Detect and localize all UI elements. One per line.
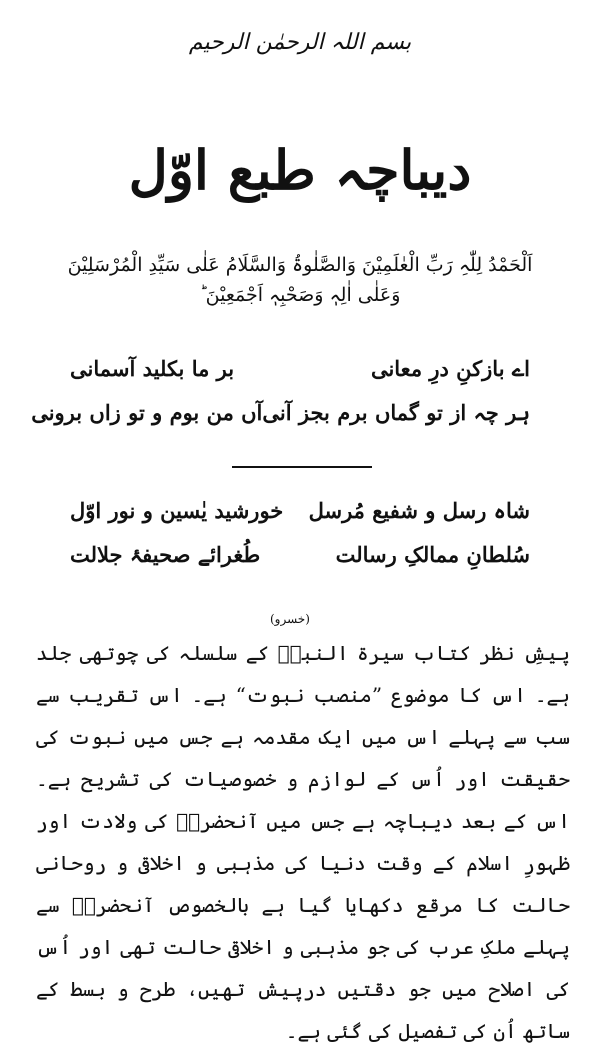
verse-right-hemistich: ہر چہ از تو گماں برم بجز آنی bbox=[262, 399, 530, 425]
verse-left-hemistich: خورشید یٰسین و نور اوّل bbox=[70, 497, 284, 523]
page-title: دیباچہ طبع اوّل bbox=[128, 138, 472, 202]
verse-left-hemistich: آں من بوم و تو زاں برونی bbox=[31, 399, 263, 425]
verse-block-1 bbox=[31, 346, 530, 434]
verse-right-hemistich: سُلطانِ ممالکِ رسالت bbox=[335, 541, 530, 567]
doxology-line-2: وَعَلٰی اٰلِہٖ وَصَحْبِہٖ اَجْمَعِیْنَ ؕ bbox=[199, 284, 401, 306]
doxology-line-1: اَلْحَمْدُ لِلّٰہِ رَبِّ الْعٰلَمِیْنَ وَالصَّلٰوۃُ وَالسَّلَامُ عَلٰی سَیِّدِ الْمُرْسَلِیْنَ bbox=[67, 254, 533, 276]
verse-row bbox=[70, 532, 530, 576]
verse-row bbox=[70, 488, 530, 532]
bismillah-heading: بسم اللہ الرحمٰن الرحیم bbox=[188, 30, 412, 55]
poet-attribution: (خسرو) bbox=[270, 612, 310, 626]
verse-row bbox=[31, 390, 530, 434]
body-paragraph: پیشِ نظر کتاب سیرۃ النبیؐ کے سلسلہ کی چوتھی جلد ہے۔ اس کا موضوع ”منصب نبوت“ ہے۔ اس تقریب سے سب سے پہلے اس میں ایک مقدمہ ہے جس میں نبوت کی حقیقت اور اُس کے لوازم و خصوصیات کی تشریح ہے۔ اس کے بعد دیباچہ ہے جس میں آنحضرتؐ کی ولادت اور ظہورِ اسلام کے وقت دنیا کی مذہبی و اخلاقی و روحانی حالت کا مرقع دکھایا گیا ہے بالخصوص آنحضرتؐ سے پہلے ملکِ عرب کی جو مذہبی و اخلاقی حالت تھی اور اُس کی اصلاح میں جو دقتیں درپیش تھیں، طرح و بسط کے ساتھ اُن کی تفصیل کی گئی ہے۔ bbox=[36, 641, 570, 1043]
verse-block-2 bbox=[70, 488, 530, 576]
verse-right-hemistich: شاہ رسل و شفیع مُرسل bbox=[308, 497, 530, 523]
verse-left-hemistich: طُغرائے صحیفۂ جلالت bbox=[70, 541, 261, 567]
verse-left-hemistich: بر ما بکلید آسمانی bbox=[70, 355, 235, 381]
verse-row bbox=[70, 346, 530, 390]
doxology bbox=[0, 250, 600, 310]
section-divider bbox=[232, 466, 372, 468]
verse-right-hemistich: اے بازکنِ درِ معانی bbox=[370, 355, 530, 381]
